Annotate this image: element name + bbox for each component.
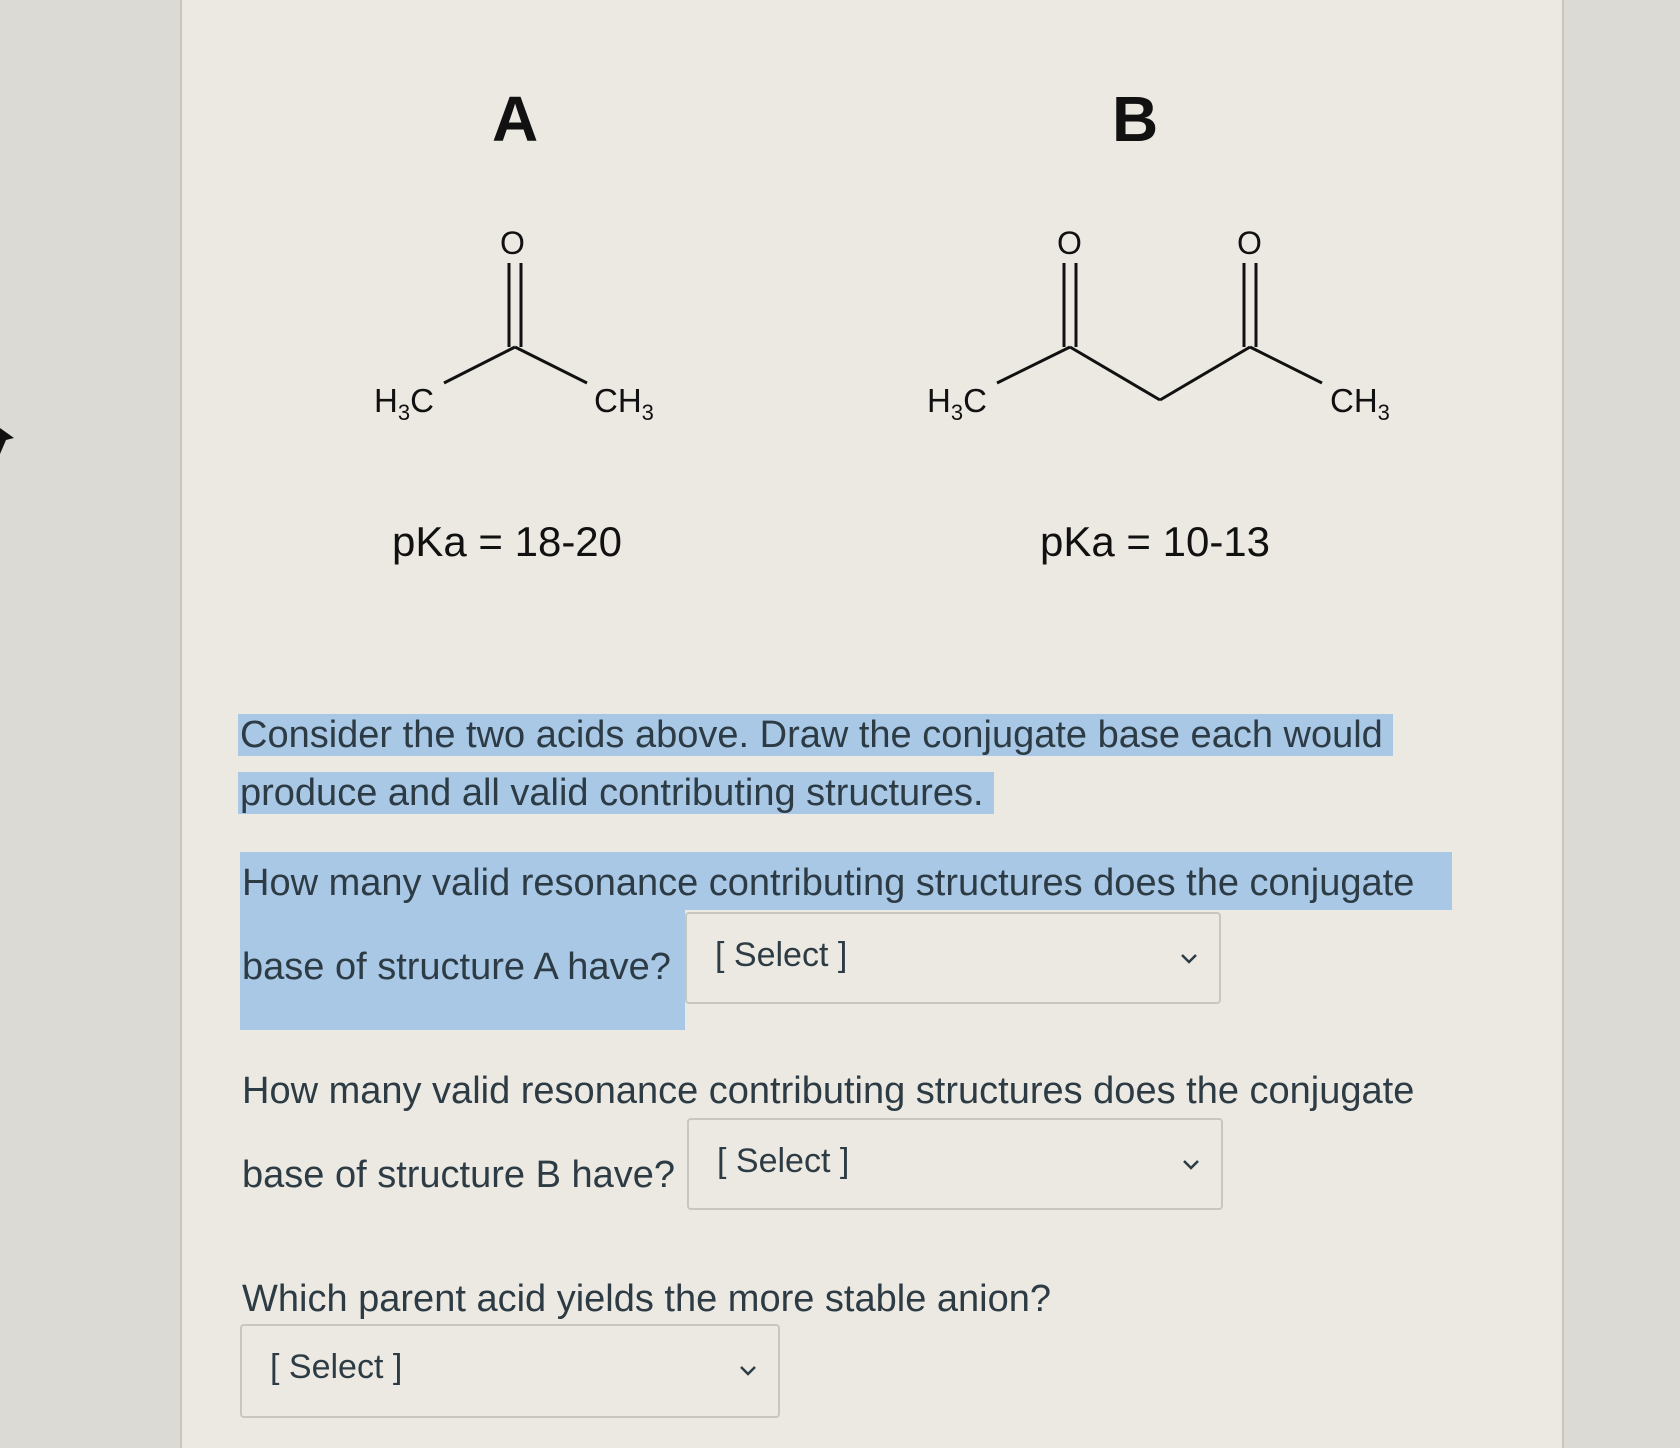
structure-a-pka: pKa = 18-20 bbox=[392, 518, 623, 565]
structure-a-label: A bbox=[492, 83, 539, 155]
content-page bbox=[180, 0, 1564, 1448]
chevron-down-icon bbox=[1181, 1154, 1201, 1174]
structure-b-pka: pKa = 10-13 bbox=[1040, 518, 1271, 565]
question-b-line-2: base of structure B have? bbox=[242, 1154, 676, 1196]
instructions-line-2: produce and all valid contributing structures. bbox=[238, 772, 994, 814]
question-c-select[interactable] bbox=[240, 1324, 780, 1418]
question-b-select-label: [ Select ] bbox=[717, 1142, 850, 1180]
structure-a-oxygen: O bbox=[500, 225, 525, 261]
instructions-line-1: Consider the two acids above. Draw the conjugate base each would bbox=[238, 714, 1393, 756]
chevron-down-icon bbox=[738, 1360, 758, 1380]
question-a-select[interactable] bbox=[685, 912, 1221, 1004]
structure-a-right-group: $CH_3$ bbox=[594, 382, 654, 425]
structure-a-left-group: $H_3C$ bbox=[374, 382, 434, 425]
structure-b-oxygen-2: O bbox=[1237, 225, 1262, 261]
question-b-select[interactable] bbox=[687, 1118, 1223, 1210]
question-a-select-label: [ Select ] bbox=[715, 936, 848, 974]
question-a-line-2: base of structure A have? bbox=[242, 946, 671, 988]
question-b-line-1: How many valid resonance contributing structures does the conjugate bbox=[242, 1070, 1415, 1112]
question-c-select-label: [ Select ] bbox=[270, 1348, 403, 1386]
structure-b-left-group: $H_3C$ bbox=[927, 382, 987, 425]
mouse-cursor-icon bbox=[0, 428, 20, 458]
structure-b-right-group: $CH_3$ bbox=[1330, 382, 1390, 425]
instructions bbox=[238, 706, 1393, 822]
question-c-line-1: Which parent acid yields the more stable anion? bbox=[242, 1278, 1052, 1320]
structure-b-drawing bbox=[182, 0, 1562, 450]
structure-b-label: B bbox=[1112, 83, 1159, 155]
question-a-line-1: How many valid resonance contributing structures does the conjugate bbox=[242, 862, 1415, 904]
chevron-down-icon bbox=[1179, 948, 1199, 968]
structure-b-oxygen-1: O bbox=[1057, 225, 1082, 261]
